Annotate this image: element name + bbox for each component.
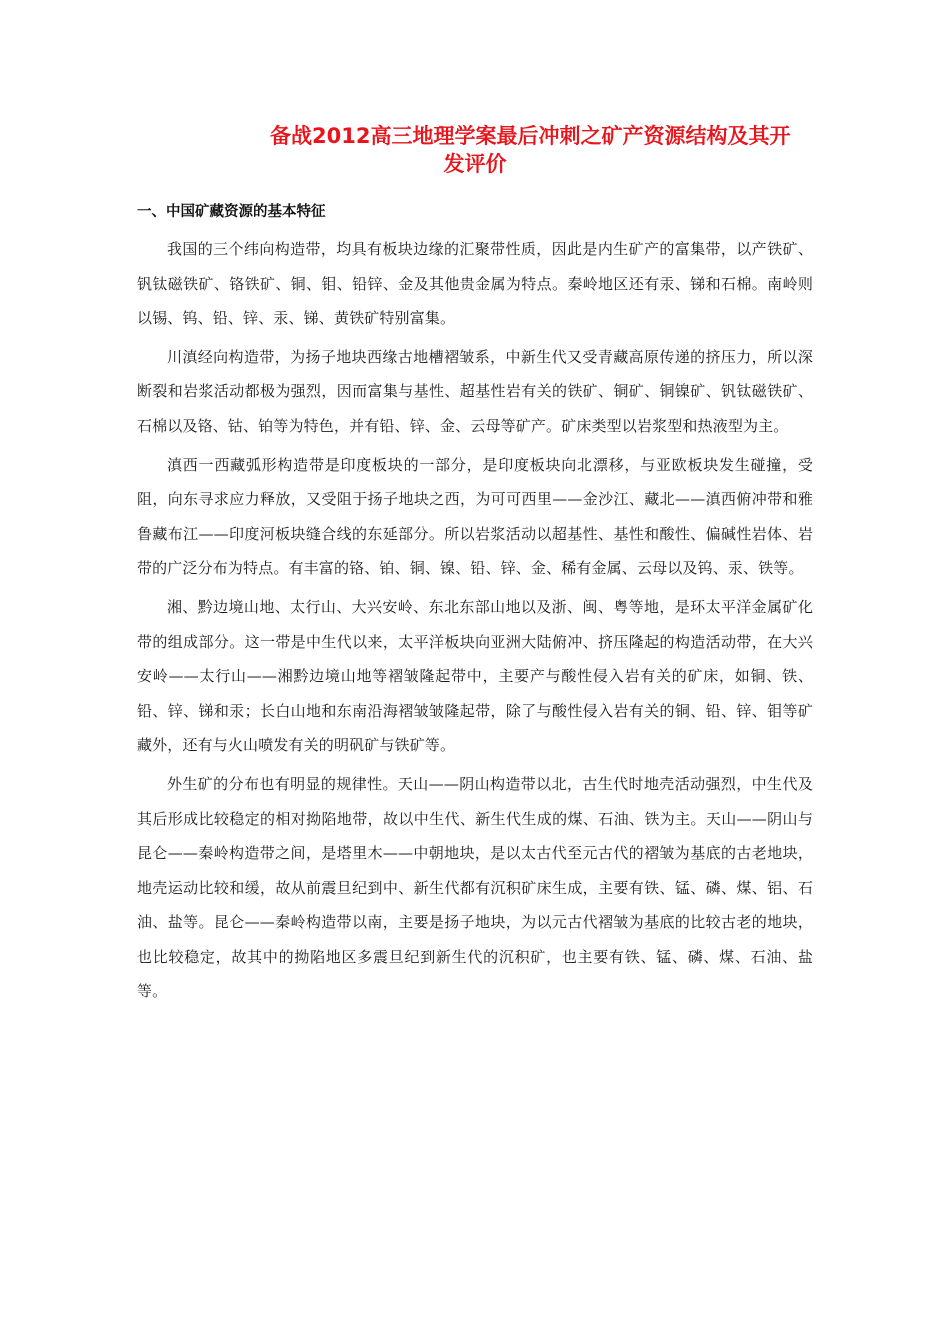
section-heading: 一、中国矿藏资源的基本特征 bbox=[137, 204, 326, 220]
paragraph-circum-pacific-belt: 湘、黔边境山地、太行山、大兴安岭、东北东部山地以及浙、闽、粤等地，是环太平洋金属矿化带的组成部分。这一带是中生代以来，太平洋板块向亚洲大陆俯冲、挤压隆起的构造活动带，在大兴安岭——太行山——湘黔边境山地等褶皱隆起带中，主要产与酸性侵入岩有关的矿床，如铜、铁、铅、锌、锑和汞；长白山地和东南沿海褶皱皱隆起带，除了与酸性侵入岩有关的铜、铅、锌、钼等矿藏外，还有与火山喷发有关的明矾矿与铁矿等。 bbox=[137, 597, 813, 755]
paragraph-latitudinal-belts: 我国的三个纬向构造带，均具有板块边缘的汇聚带性质，因此是内生矿产的富集带，以产铁矿、钒钛磁铁矿、铬铁矿、铜、钼、铅锌、金及其他贵金属为特点。秦岭地区还有汞、锑和石棉。南岭则以锡、钨、铅、锌、汞、锑、黄铁矿特别富集。 bbox=[137, 240, 813, 328]
body-text bbox=[137, 232, 813, 1013]
paragraph-exogenous-minerals: 外生矿的分布也有明显的规律性。天山——阴山构造带以北，古生代时地壳活动强烈，中生代及其后形成比较稳定的相对拗陷地带，故以中生代、新生代生成的煤、石油、铁为主。天山——阴山与昆仑——秦岭构造带之间，是塔里木——中朝地块，是以太古代至元古代的褶皱为基底的古老地块，地壳运动比较和缓，故从前震旦纪到中、新生代都有沉积矿床生成，主要有铁、锰、磷、煤、铝、石油、盐等。昆仑——秦岭构造带以南，主要是扬子地块，为以元古代褶皱为基底的比较古老的地块，也比较稳定，故其中的拗陷地区多震旦纪到新生代的沉积矿，也主要有铁、锰、磷、煤、石油、盐等。 bbox=[137, 774, 813, 1001]
title-line-2: 发评价 bbox=[443, 152, 507, 176]
paragraph-dianxi-xizang-arc: 滇西一西藏弧形构造带是印度板块的一部分，是印度板块向北漂移，与亚欧板块发生碰撞，受阻，向东寻求应力释放，又受阻于扬子地块之西，为可可西里——金沙江、藏北——滇西俯冲带和雅鲁藏布江——印度河板块缝合线的东延部分。所以岩浆活动以超基性、基性和酸性、偏碱性岩体、岩带的广泛分布为特点。有丰富的铬、铂、铜、镍、铅、锌、金、稀有金属、云母以及钨、汞、铁等。 bbox=[137, 455, 813, 578]
title-line-1: 备战2012高三地理学案最后冲刺之矿产资源结构及其开 bbox=[270, 124, 791, 148]
paragraph-chuandian-belt: 川滇经向构造带，为扬子地块西缘古地槽褶皱系，中新生代又受青藏高原传递的挤压力，所以深断裂和岩浆活动都极为强烈，因而富集与基性、超基性岩有关的铁矿、铜矿、铜镍矿、钒钛磁铁矿、石棉以及铬、钴、铂等为特色，并有铅、锌、金、云母等矿产。矿床类型以岩浆型和热液型为主。 bbox=[137, 347, 813, 435]
document-title bbox=[140, 122, 810, 178]
